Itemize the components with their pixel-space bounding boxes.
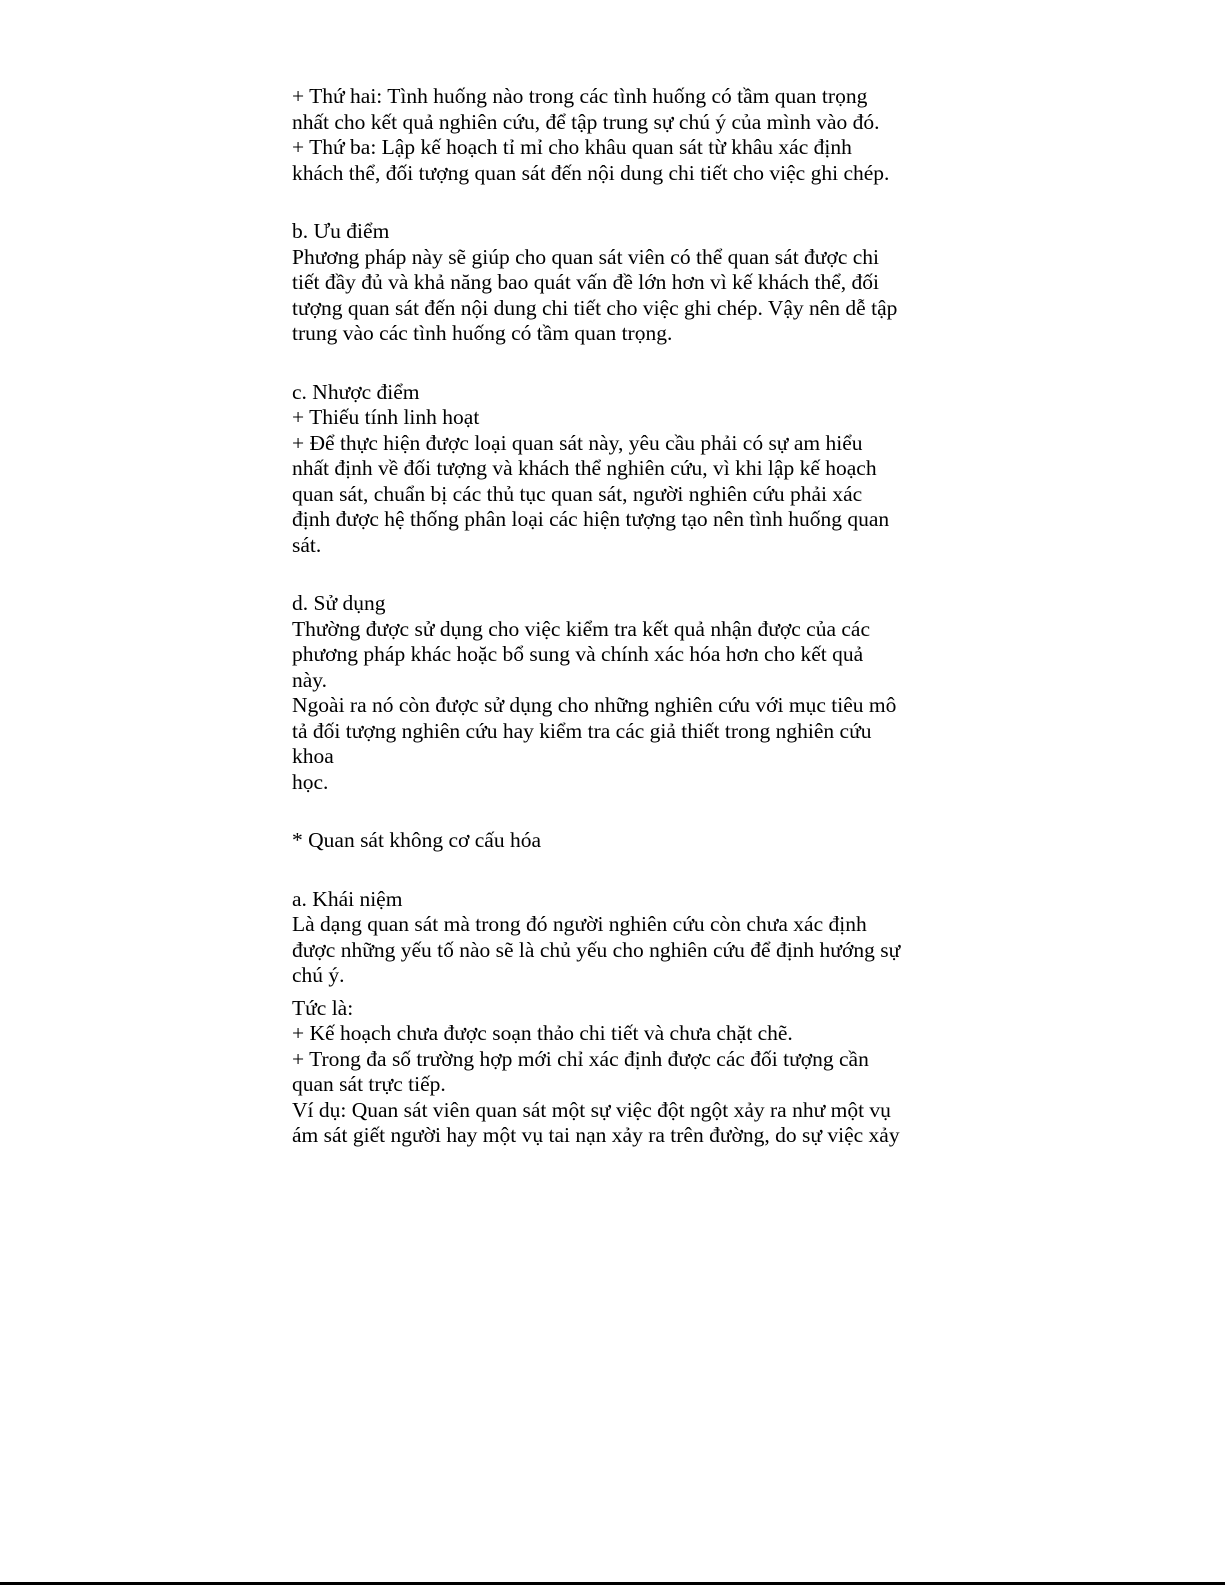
text-line: nhất cho kết quả nghiên cứu, để tập trung sự chú ý của mình vào đó. xyxy=(292,109,880,134)
text-line: phương pháp khác hoặc bổ sung và chính xác hóa hơn cho kết quả xyxy=(292,642,864,666)
text-line: định được hệ thống phân loại các hiện tượng tạo nên tình huống quan xyxy=(292,507,890,531)
text-line: tả đối tượng nghiên cứu hay kiểm tra các giả thiết trong nghiên cứu xyxy=(292,718,872,743)
text-line: Phương pháp này sẽ giúp cho quan sát viên có thể quan sát được chi xyxy=(292,244,879,269)
text-line: Ví dụ: Quan sát viên quan sát một sự việc đột ngột xảy ra như một vụ xyxy=(292,1097,891,1122)
text-line: tiết đầy đủ và khả năng bao quát vấn đề lớn hơn vì kế khách thể, đối xyxy=(292,270,879,294)
paragraph-spacer xyxy=(292,347,942,380)
text-line: quan sát, chuẩn bị các thủ tục quan sát, người nghiên cứu phải xác xyxy=(292,481,863,506)
text-line: khách thể, đối tượng quan sát đến nội dung chi tiết cho việc ghi chép. xyxy=(292,160,890,185)
text-line: khoa xyxy=(292,744,334,768)
section-heading-usage: d. Sử dụng xyxy=(292,591,386,615)
paragraph-spacer xyxy=(292,795,942,828)
text-line: + Kế hoạch chưa được soạn thảo chi tiết và chưa chặt chẽ. xyxy=(292,1021,793,1045)
text-line: + Thứ ba: Lập kế hoạch tỉ mỉ cho khâu quan sát từ khâu xác định xyxy=(292,135,852,159)
text-line: trung vào các tình huống có tầm quan trọng. xyxy=(292,321,673,345)
paragraph-spacer xyxy=(292,854,942,887)
text-line: Là dạng quan sát mà trong đó người nghiên cứu còn chưa xác định xyxy=(292,912,867,936)
text-line: + Để thực hiện được loại quan sát này, yêu cầu phải có sự am hiểu xyxy=(292,430,863,455)
document-text xyxy=(292,84,942,1149)
paragraph-spacer xyxy=(292,186,942,219)
text-line: chú ý. xyxy=(292,963,345,987)
text-line: sát. xyxy=(292,532,322,557)
section-heading-concept: a. Khái niệm xyxy=(292,886,403,911)
text-line: học. xyxy=(292,769,329,794)
text-line: quan sát trực tiếp. xyxy=(292,1072,446,1096)
text-line: được những yếu tố nào sẽ là chủ yếu cho nghiên cứu để định hướng sự xyxy=(292,937,901,962)
text-line: + Trong đa số trường hợp mới chỉ xác định được các đối tượng cần xyxy=(292,1046,869,1071)
text-line: này. xyxy=(292,667,328,692)
paragraph-spacer xyxy=(292,558,942,591)
section-heading-advantages: b. Ưu điểm xyxy=(292,219,390,243)
section-heading-unstructured-observation: * Quan sát không cơ cấu hóa xyxy=(292,828,541,852)
paragraph-spacer xyxy=(292,989,942,996)
text-line: + Thứ hai: Tình huống nào trong các tình huống có tầm quan trọng xyxy=(292,84,868,108)
section-heading-disadvantages: c. Nhược điểm xyxy=(292,379,420,404)
text-line: ám sát giết người hay một vụ tai nạn xảy ra trên đường, do sự việc xảy xyxy=(292,1123,900,1147)
text-line: tượng quan sát đến nội dung chi tiết cho việc ghi chép. Vậy nên dễ tập xyxy=(292,295,898,320)
text-line: Tức là: xyxy=(292,995,354,1020)
text-line: Ngoài ra nó còn được sử dụng cho những nghiên cứu với mục tiêu mô xyxy=(292,693,897,717)
text-line: + Thiếu tính linh hoạt xyxy=(292,405,480,429)
text-line: nhất định về đối tượng và khách thể nghiên cứu, vì khi lập kế hoạch xyxy=(292,456,877,480)
text-line: Thường được sử dụng cho việc kiểm tra kết quả nhận được của các xyxy=(292,616,871,641)
